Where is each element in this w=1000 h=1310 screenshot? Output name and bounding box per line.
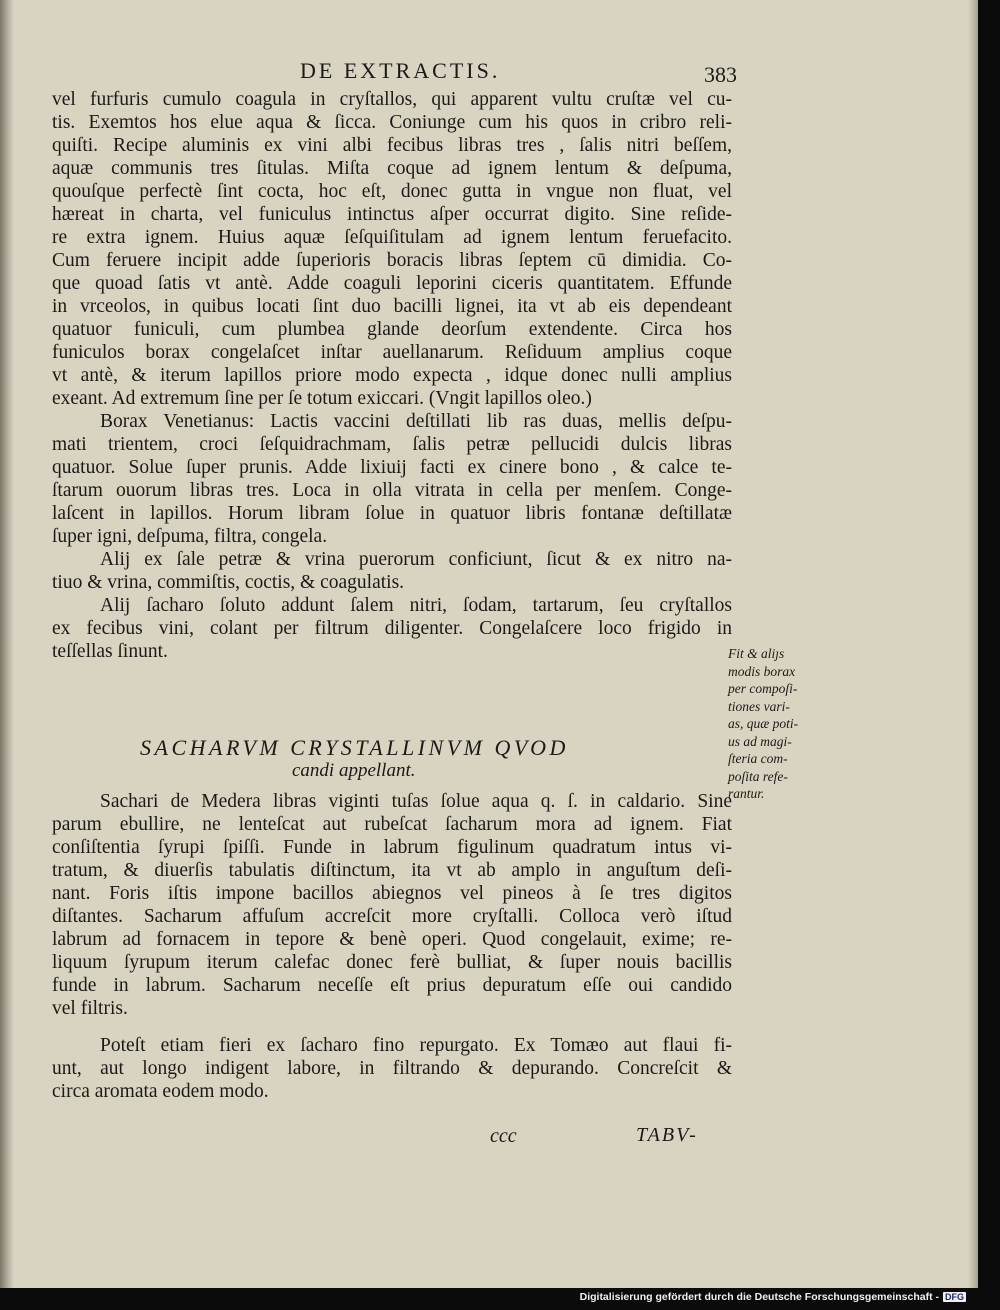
text-line: Cum feruere incipit adde ſuperioris boracis libras ſeptem cū dimidia. Co- [52, 250, 732, 271]
text-line: quatuor funiculi, cum plumbea glande deorſum extendente. Circa hos [52, 319, 732, 340]
margin-note-line: as, quæ poti- [728, 716, 799, 731]
text-line: Poteſt etiam fieri ex ſacharo fino repurgato. Ex Tomæo aut flaui fi- [100, 1035, 732, 1056]
text-line: tiuo & vrina, commiſtis, coctis, & coagulatis. [52, 572, 405, 593]
paragraph-gap [52, 1020, 732, 1034]
text-line: liquum ſyrupum iterum calefac donec ferè bulliat, & ſuper nouis bacillis [52, 952, 732, 973]
text-line: tis. Exemtos hos elue aqua & ſicca. Coniunge cum his quos in cribro reli- [52, 112, 732, 133]
text-line: circa aromata eodem modo. [52, 1081, 269, 1102]
text-line: laſcent in lapillos. Horum libram ſolue in quatuor libris fontanæ deſtillatæ [52, 503, 732, 524]
section-subheading: candi appellant. [292, 760, 416, 781]
text-line: Alij ex ſale petræ & vrina puerorum conficiunt, ſicut & ex nitro na- [100, 549, 732, 570]
text-line: Alij ſacharo ſoluto addunt ſalem nitri, ſodam, tartarum, ſeu cryſtallos [100, 595, 732, 616]
text-line: aquæ communis tres ſitulas. Miſta coque ad ignem lentum & deſpuma, [52, 158, 732, 179]
text-line: labrum ad fornacem in tepore & benè operi. Quod congelauit, exime; re- [52, 929, 732, 950]
paragraph-5 [52, 790, 732, 1020]
text-line: conſiſtentia ſyrupi ſpiſſi. Funde in labrum figulinum quadratum intus vi- [52, 837, 732, 858]
text-line: re extra ignem. Huius aquæ ſeſquiſitulam ad ignem lentum feruefacito. [52, 227, 732, 248]
signature-mark: ccc [490, 1125, 517, 1147]
margin-note-line: modis borax [728, 663, 796, 679]
text-line: funde in labrum. Sacharum neceſſe eſt prius depuratum eſſe oui candido [52, 975, 732, 996]
text-line: teſſellas ſinunt. [52, 641, 168, 662]
text-line: funiculos borax congelaſcet inſtar auellanarum. Reſiduum amplius coque [52, 342, 732, 363]
paragraph-1 [52, 88, 732, 410]
margin-note-line: poſita refe- [728, 768, 788, 784]
text-line: exeant. Ad extremum ſine per ſe totum exiccari. (Vngit lapillos oleo.) [52, 388, 592, 409]
main-text [52, 88, 732, 663]
margin-note-line: Fit & aliȷs [728, 646, 785, 661]
margin-note-line: us ad magi- [728, 733, 792, 749]
main-text-lower [52, 790, 732, 1103]
text-line: que quoad ſatis vt antè. Adde coaguli leporini ciceris quantitatem. Effunde [52, 273, 732, 294]
page-number: 383 [704, 62, 737, 87]
text-line: Sachari de Medera libras viginti tuſas ſolue aqua q. ſ. in caldario. Sine [100, 791, 732, 812]
text-line: nant. Foris iſtis impone bacillos abiegnos vel pineos à ſe tres digitos [52, 883, 732, 904]
text-line: ſtarum ouorum libras tres. Loca in olla vitrata in cella per menſem. Conge- [52, 480, 732, 501]
text-line: in vrceolos, in quibus locati ſint duo bacilli lignei, ita vt ab eis dependeant [52, 296, 732, 317]
text-line: vt antè, & iterum lapillos priore modo expecta , idque donec nulli amplius [52, 365, 732, 386]
text-line: tratum, & diuerſis tabulatis diſtinctum, ita vt ab amplo in anguſtum deſi- [52, 860, 732, 881]
text-line: ſuper igni, deſpuma, filtra, congela. [52, 526, 328, 547]
paragraph-4 [52, 594, 732, 663]
footer-text: Digitalisierung gefördert durch die Deutsche Forschungsgemeinschaft - [579, 1291, 939, 1303]
text-line: mati trientem, croci ſeſquidrachmam, ſalis petræ pellucidi dulcis libras [52, 434, 732, 455]
text-line: parum ebullire, ne lenteſcat aut rubeſcat ſacharum mora ad ignem. Fiat [52, 814, 732, 835]
text-line: quouſque perfectè ſint cocta, hoc eſt, donec gutta in vngue non fluat, vel [52, 181, 732, 202]
catchword: TABV- [636, 1124, 698, 1146]
text-line: hæreat in charta, vel funiculus intinctus aſper occurrat digito. Sine reſide- [52, 204, 732, 225]
text-line: quiſti. Recipe aluminis ex vini albi fecibus libras tres , ſalis nitri beſſem, [52, 135, 732, 156]
paragraph-3 [52, 548, 732, 594]
margin-note-line: ſteria com- [728, 751, 788, 766]
footer-credit [580, 1291, 966, 1303]
margin-note-line: tiones vari- [728, 698, 790, 714]
text-line: Borax Venetianus: Lactis vaccini deſtillati lib ras duas, mellis deſpu- [100, 411, 732, 432]
text-line: unt, aut longo indigent labore, in filtrando & depurando. Concreſcit & [52, 1058, 732, 1079]
text-line: ex fecibus vini, colant per filtrum diligenter. Congelaſcere loco frigido in [52, 618, 732, 639]
text-line: vel filtris. [52, 998, 128, 1019]
paragraph-6 [52, 1034, 732, 1103]
margin-note [728, 645, 818, 803]
margin-note-line: per compoſi- [728, 681, 798, 696]
text-line: quatuor. Solue ſuper prunis. Adde lixiuij facti ex cinere bono , & calce te- [52, 457, 732, 478]
text-line: diſtantes. Sacharum affuſum accreſcit more cryſtalli. Colloca verò iſtud [52, 906, 732, 927]
margin-note-line: rantur. [728, 786, 765, 801]
paragraph-2 [52, 410, 732, 548]
running-header: DE EXTRACTIS. [300, 58, 501, 83]
text-line: vel furfuris cumulo coagula in cryſtallos, qui apparent vultu cruſtæ vel cu- [52, 89, 732, 110]
section-heading: SACHARVM CRYSTALLINVM QVOD [140, 735, 569, 760]
dfg-logo: DFG [945, 1292, 964, 1302]
